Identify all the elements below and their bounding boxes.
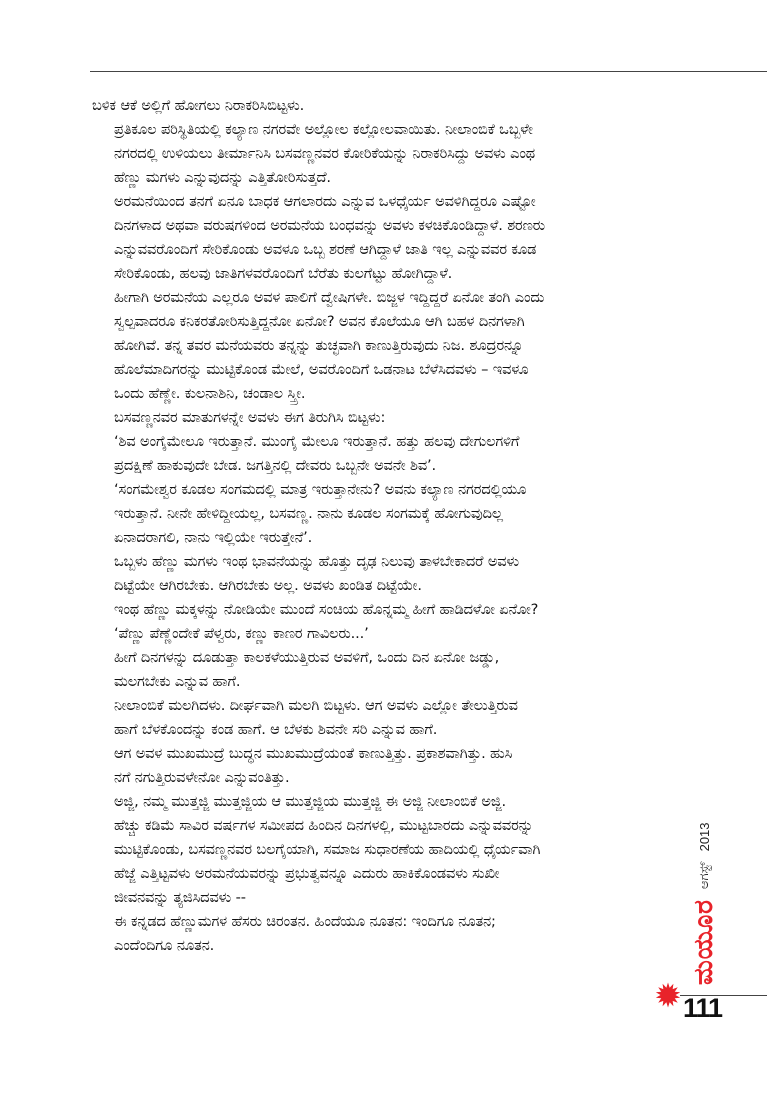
paragraph-line: ‘ಸಂಗಮೇಶ್ವರ ಕೂಡಲ ಸಂಗಮದಲ್ಲಿ ಮಾತ್ರ ಇರುತ್ತಾನೇನು? ಅವನು ಕಲ್ಯಾಣ ನಗರದಲ್ಲಿಯೂ — [114, 481, 527, 498]
paragraph-line: ಇರುತ್ತಾನೆ. ನೀನೇ ಹೇಳಿದ್ದೀಯಲ್ಲ, ಬಸವಣ್ಣ. ನಾನು ಕೂಡಲ ಸಂಗಮಕ್ಕೆ ಹೋಗುವುದಿಲ್ಲ — [114, 505, 503, 522]
article-paragraph — [92, 430, 692, 478]
article-paragraph — [92, 598, 692, 622]
article-paragraph — [92, 814, 692, 910]
article-paragraph — [92, 406, 692, 430]
paragraph-line: ಅರಮನೆಯಿಂದ ತನಗೆ ಏನೂ ಬಾಧಕ ಆಗಲಾರದು ಎನ್ನುವ ಒಳಧೈರ್ಯ ಅವಳಿಗಿದ್ದರೂ ಎಷ್ಟೋ — [114, 193, 536, 210]
paragraph-line: ಹೀಗೆ ದಿನಗಳನ್ನು ದೂಡುತ್ತಾ ಕಾಲಕಳೆಯುತ್ತಿರುವ ಅವಳಿಗೆ, ಒಂದು ದಿನ ಏನೋ ಜಡ್ಡು, — [114, 649, 500, 666]
paragraph-line: ಒಂದು ಹೆಣ್ಣೇ. ಕುಲನಾಶಿನಿ, ಚಂಡಾಲ ಸ್ತ್ರೀ. — [114, 385, 306, 402]
page-number: 111 — [683, 993, 723, 1023]
paragraph-line: ನಗೆ ನಗುತ್ತಿರುವಳೇನೋ ಎನ್ನುವಂತಿತ್ತು. — [114, 769, 290, 786]
paragraph-line: ದಿನಗಳಾದ ಅಥವಾ ವರುಷಗಳಿಂದ ಅರಮನೆಯ ಬಂಧವನ್ನು ಅವಳು ಕಳಚಿಕೊಂಡಿದ್ದಾಳೆ. ಶರಣರು — [114, 217, 546, 234]
article-paragraph — [92, 622, 692, 646]
paragraph-line: ‘ಪೆಣ್ಣು ಪೆಣ್ಣೆಂದೇಕೆ ಪೆಳ್ವರು, ಕಣ್ಣು ಕಾಣರ ಗಾವಿಲರು...’ — [114, 625, 369, 642]
magazine-side-label — [689, 810, 719, 985]
paragraph-line: ಸ್ವಲ್ಪವಾದರೂ ಕನಿಕರತೋರಿಸುತ್ತಿದ್ದನೋ ಏನೋ? ಅವನ ಕೊಲೆಯೂ ಆಗಿ ಬಹಳ ದಿನಗಳಾಗಿ — [114, 313, 525, 330]
article-paragraph — [92, 694, 692, 742]
paragraph-line: ದಿಟ್ಟೆಯೇ ಆಗಿರಬೇಕು. ಆಗಿರಬೇಕು ಅಲ್ಲ. ಅವಳು ಖಂಡಿತ ದಿಟ್ಟೆಯೇ. — [114, 577, 422, 594]
paragraph-line: ನೀಲಾಂಬಿಕೆ ಮಲಗಿದಳು. ದೀರ್ಘವಾಗಿ ಮಲಗಿ ಬಿಟ್ಟಳು. ಆಗ ಅವಳು ಎಲ್ಲೋ ತೇಲುತ್ತಿರುವ — [114, 697, 518, 714]
paragraph-line: ಹೆಣ್ಣು ಮಗಳು ಎನ್ನುವುದನ್ನು ಎತ್ತಿತೋರಿಸುತ್ತದೆ. — [114, 169, 331, 186]
paragraph-line: ಹಾಗೆ ಬೆಳಕೊಂದನ್ನು ಕಂಡ ಹಾಗೆ. ಆ ಬೆಳಕು ಶಿವನೇ ಸರಿ ಎನ್ನುವ ಹಾಗೆ. — [114, 721, 438, 738]
article-paragraph — [92, 550, 692, 598]
paragraph-line: ಬಸವಣ್ಣನವರ ಮಾತುಗಳನ್ನೇ ಅವಳು ಈಗ ತಿರುಗಿಸಿ ಬಿಟ್ಟಳು: — [114, 409, 386, 426]
paragraph-line: ‘ಶಿವ ಅಂಗೈಮೇಲೂ ಇರುತ್ತಾನೆ. ಮುಂಗೈ ಮೇಲೂ ಇರುತ್ತಾನೆ. ಹತ್ತು ಹಲವು ದೇಗುಲಗಳಿಗೆ — [114, 433, 520, 450]
paragraph-line: ಒಬ್ಬಳು ಹೆಣ್ಣು ಮಗಳು ಇಂಥ ಭಾವನೆಯನ್ನು ಹೊತ್ತು ದೃಢ ನಿಲುವು ತಾಳಬೇಕಾದರೆ ಅವಳು — [114, 553, 519, 570]
article-paragraph — [92, 190, 692, 286]
paragraph-line: ಹೆಜ್ಜೆ ಎತ್ತಿಟ್ಟವಳು ಅರಮನೆಯವರನ್ನು ಪ್ರಭುತ್ವವನ್ನೂ ಎದುರು ಹಾಕಿಕೊಂಡವಳು ಸುಖೀ — [114, 865, 500, 882]
paragraph-line: ಪ್ರತಿಕೂಲ ಪರಿಸ್ಥಿತಿಯಲ್ಲಿ ಕಲ್ಯಾಣ ನಗರವೇ ಅಲ್ಲೋಲ ಕಲ್ಲೋಲವಾಯಿತು. ನೀಲಾಂಬಿಕೆ ಒಬ್ಬಳೇ — [114, 121, 533, 138]
article-paragraph — [92, 910, 692, 958]
paragraph-line: ಮುಟ್ಟಿಕೊಂಡು, ಬಸವಣ್ಣನವರ ಬಲಗೈಯಾಗಿ, ಸಮಾಜ ಸುಧಾರಣೆಯ ಹಾದಿಯಲ್ಲಿ ಧೈರ್ಯವಾಗಿ — [114, 841, 541, 858]
paragraph-line: ಎಂದೆಂದಿಗೂ ನೂತನ. — [114, 937, 215, 954]
starburst-icon — [655, 982, 681, 1008]
paragraph-line: ಆಗ ಅವಳ ಮುಖಮುದ್ರೆ ಬುದ್ಧನ ಮುಖಮುದ್ರೆಯಂತೆ ಕಾಣುತ್ತಿತ್ತು. ಪ್ರಕಾಶವಾಗಿತ್ತು. ಹುಸಿ — [114, 745, 513, 762]
article-paragraph — [92, 478, 692, 550]
article-paragraph — [92, 118, 692, 190]
paragraph-line: ಬಳಿಕ ಆಕೆ ಅಲ್ಲಿಗೆ ಹೋಗಲು ನಿರಾಕರಿಸಿಬಿಟ್ಟಳು. — [92, 97, 305, 114]
paragraph-line: ಎನ್ನುವವರೊಂದಿಗೆ ಸೇರಿಕೊಂಡು ಅವಳೂ ಒಬ್ಬ ಶರಣೆ ಆಗಿದ್ದಾಳೆ ಜಾತಿ ಇಲ್ಲ ಎನ್ನುವವರ ಕೂಡ — [114, 241, 537, 258]
paragraph-line: ಇಂಥ ಹೆಣ್ಣು ಮಕ್ಕಳನ್ನು ನೋಡಿಯೇ ಮುಂದೆ ಸಂಚಿಯ ಹೊನ್ನಮ್ಮ ಹೀಗೆ ಹಾಡಿದಳೋ ಏನೋ? — [114, 601, 539, 618]
paragraph-line: ಹೀಗಾಗಿ ಅರಮನೆಯ ಎಲ್ಲರೂ ಅವಳ ಪಾಲಿಗೆ ದ್ವೇಷಿಗಳೇ. ಬಿಜ್ಜಳ ಇದ್ದಿದ್ದರೆ ಏನೋ ತಂಗಿ ಎಂದು — [114, 289, 545, 306]
paragraph-line: ಈ ಕನ್ನಡದ ಹೆಣ್ಣುಮಗಳ ಹೆಸರು ಚಿರಂತನ. ಹಿಂದೆಯೂ ನೂತನ: ಇಂದಿಗೂ ನೂತನ; — [114, 913, 496, 930]
magazine-masthead: ಮಯೂರ — [688, 899, 719, 985]
article-paragraph — [92, 646, 692, 694]
issue-year: 2013 — [696, 822, 712, 852]
paragraph-line: ಮಲಗಬೇಕು ಎನ್ನುವ ಹಾಗೆ. — [114, 673, 241, 690]
article-paragraph — [92, 790, 692, 814]
paragraph-line: ಜೀವನವನ್ನು ತ್ಯಜಿಸಿದವಳು -- — [114, 889, 246, 906]
article-paragraph — [92, 286, 692, 406]
paragraph-line: ಹೋಗಿವೆ. ತನ್ನ ತವರ ಮನೆಯವರು ತನ್ನನ್ನು ತುಚ್ಛವಾಗಿ ಕಾಣುತ್ತಿರುವುದು ನಿಜ. ಶೂದ್ರರನ್ನೂ — [114, 337, 524, 354]
paragraph-line: ಹೊಲೆಮಾದಿಗರನ್ನು ಮುಟ್ಟಿಕೊಂಡ ಮೇಲೆ, ಅವರೊಂದಿಗೆ ಒಡನಾಟ ಬೆಳೆಸಿದವಳು – ಇವಳೂ — [114, 361, 529, 378]
issue-month: ಆಗಸ್ಟ್ — [696, 861, 712, 890]
paragraph-line: ಏನಾದರಾಗಲಿ, ನಾನು ಇಲ್ಲಿಯೇ ಇರುತ್ತೇನೆ’. — [114, 529, 313, 546]
paragraph-line: ಅಜ್ಜಿ, ನಮ್ಮ ಮುತ್ತಜ್ಜಿ ಮುತ್ತಜ್ಜಿಯ ಆ ಮುತ್ತಜ್ಜಿಯ ಮುತ್ತಜ್ಜಿ ಈ ಅಜ್ಜಿ ನೀಲಾಂಬಿಕೆ ಅಜ್ಜಿ. — [114, 793, 506, 810]
article-paragraph — [92, 742, 692, 790]
paragraph-line: ಹೆಚ್ಚು ಕಡಿಮೆ ಸಾವಿರ ವರ್ಷಗಳ ಸಮೀಪದ ಹಿಂದಿನ ದಿನಗಳಲ್ಲಿ, ಮುಟ್ಟಬಾರದು ಎನ್ನುವವರನ್ನು — [114, 817, 534, 834]
paragraph-line: ಸೇರಿಕೊಂಡು, ಹಲವು ಜಾತಿಗಳವರೊಂದಿಗೆ ಬೆರೆತು ಕುಲಗೆಟ್ಟು ಹೋಗಿದ್ದಾಳೆ. — [114, 265, 453, 282]
article-paragraph — [92, 94, 692, 118]
paragraph-line: ಪ್ರದಕ್ಷಿಣೆ ಹಾಕುವುದೇ ಬೇಡ. ಜಗತ್ತಿನಲ್ಲಿ ದೇವರು ಒಬ್ಬನೇ ಅವನೇ ಶಿವ’. — [114, 457, 437, 474]
article-body — [92, 94, 692, 958]
paragraph-line: ನಗರದಲ್ಲಿ ಉಳಿಯಲು ತೀರ್ಮಾನಿಸಿ ಬಸವಣ್ಣನವರ ಕೋರಿಕೆಯನ್ನು ನಿರಾಕರಿಸಿದ್ದು ಅವಳು ಎಂಥ — [114, 145, 536, 162]
header-rule — [90, 71, 767, 72]
